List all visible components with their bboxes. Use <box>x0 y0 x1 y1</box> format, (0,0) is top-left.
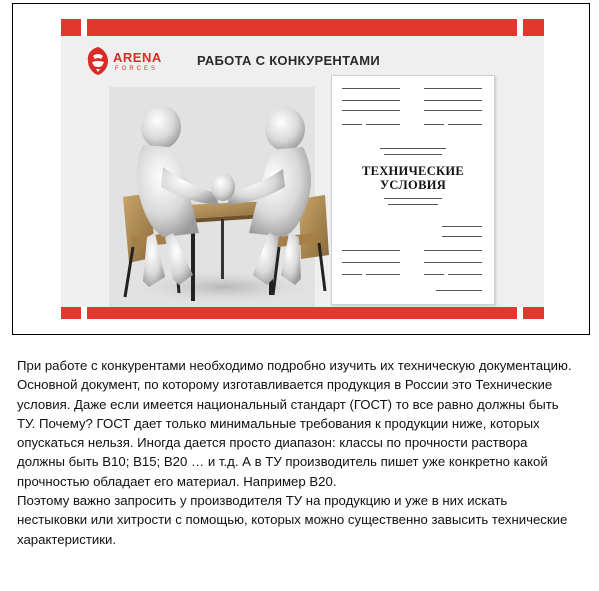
paragraph-2: Поэтому важно запросить у производителя ТУ на продукцию и уже в них искать нестыковки или хитрости с помощью, которых можно существенно завысить технические характеристики. <box>17 493 568 547</box>
arena-logo <box>85 44 165 82</box>
document-title-line-1: ТЕХНИЧЕСКИЕ <box>361 164 465 178</box>
technical-conditions-document <box>331 75 495 305</box>
logo-subtitle: FORCES <box>115 66 159 72</box>
body-text <box>17 356 577 549</box>
lion-head-icon <box>85 46 111 76</box>
paragraph-1: При работе с конкурентами необходимо подробно изучить их техническую документацию. Основной документ, по которому изготавливается продукция в России это Технические условия. Даже если имеется национальный стандарт (ГОСТ) то все равно должны быть ТУ. Почему? ГОСТ дает только минимальные требования к продукции ниже, которых опускаться нельзя. Иногда дается просто диапазон: классы по прочности раствора должны быть В10; В15; В20 … и т.д. А в ТУ производитель пишет уже конкретно какой прочностью обладает его материал. Например В20. <box>17 358 572 489</box>
slide-bottom-bar <box>61 307 544 319</box>
slide-top-bar <box>61 19 544 36</box>
slide-title: РАБОТА С КОНКУРЕНТАМИ <box>197 53 380 68</box>
figure-frame <box>12 3 590 335</box>
presentation-slide <box>61 19 544 319</box>
logo-name: ARENA <box>113 50 162 65</box>
document-title <box>332 164 494 192</box>
document-title-line-2: УСЛОВИЯ <box>379 178 447 192</box>
arm-wrestling-illustration <box>103 87 343 309</box>
